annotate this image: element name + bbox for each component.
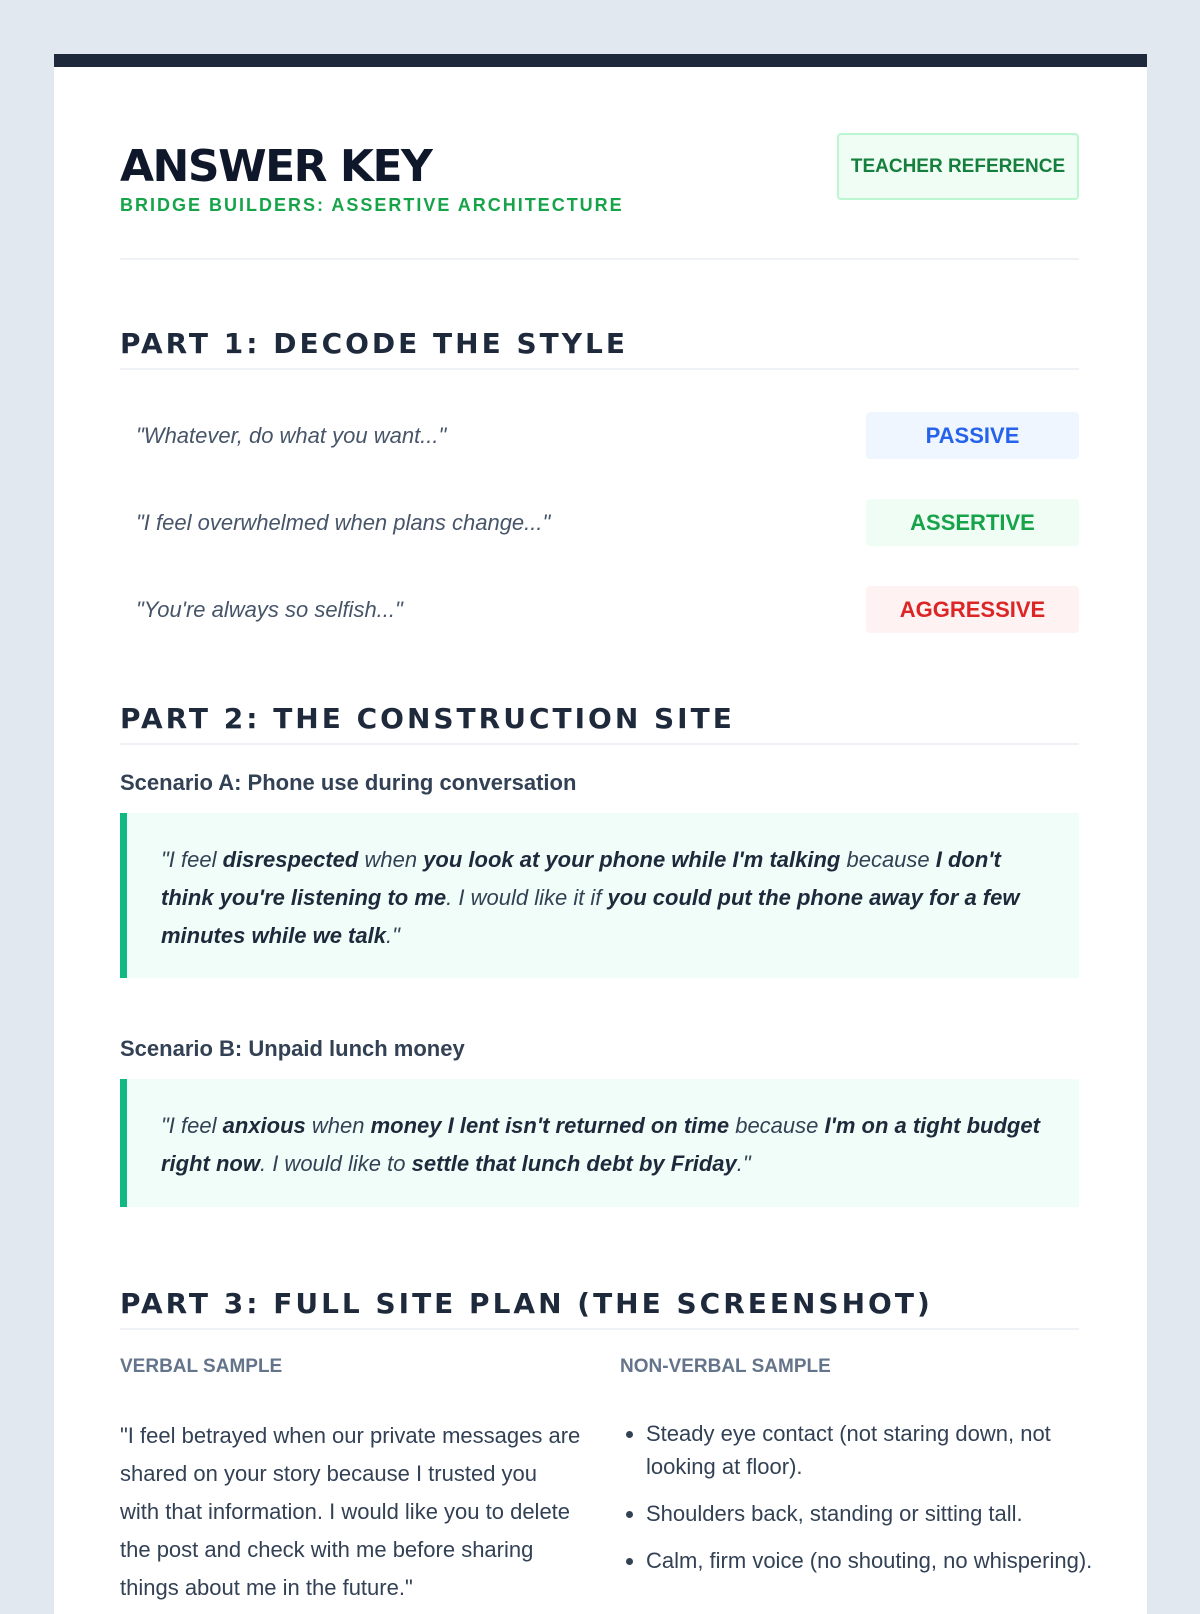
- script-close: .": [385, 923, 400, 948]
- scenario-a-title: Scenario A: Phone use during conversation: [120, 770, 577, 795]
- script-request-lead: . I would like it if: [446, 885, 608, 910]
- script-reason: I'm on a tight budget right now: [161, 1113, 1040, 1176]
- list-item: • Steady eye contact (not staring down, not looking at floor).: [646, 1417, 1106, 1483]
- style-quote: "I feel overwhelmed when plans change...": [136, 510, 551, 535]
- script-because: because: [729, 1113, 825, 1138]
- part1-heading: PART 1: DECODE THE STYLE: [120, 329, 1079, 370]
- script-request-lead: . I would like to: [259, 1151, 412, 1176]
- script-behavior: money I lent isn't returned on time: [370, 1113, 730, 1138]
- style-badge-assertive: ASSERTIVE: [866, 499, 1079, 546]
- answer-key-sheet: [54, 54, 1147, 1614]
- style-item: [120, 412, 1079, 459]
- style-quote: "You're always so selfish...": [136, 597, 403, 622]
- scenario-a-script: [120, 813, 1079, 978]
- scenario-b-script: [120, 1079, 1079, 1207]
- page-title: ANSWER KEY: [120, 141, 432, 192]
- style-item: [120, 499, 1079, 546]
- verbal-sample-text: "I feel betrayed when our private messages are shared on your story because I trusted you with that information. I would like you to delete the post and check with me before sharing things about me in the future.": [120, 1423, 581, 1600]
- style-badge-passive: PASSIVE: [866, 412, 1079, 459]
- script-because: because: [840, 847, 936, 872]
- part2-heading: PART 2: THE CONSTRUCTION SITE: [120, 704, 1079, 745]
- list-item: • Calm, firm voice (no shouting, no whispering).: [646, 1544, 1106, 1577]
- header: [120, 133, 1079, 260]
- script-when: when: [305, 1113, 371, 1138]
- nonverbal-sample-label: NON-VERBAL SAMPLE: [620, 1356, 831, 1377]
- script-feeling: disrespected: [222, 847, 359, 872]
- script-open: "I feel: [161, 847, 223, 872]
- script-when: when: [358, 847, 424, 872]
- list-item: • Shoulders back, standing or sitting tall.: [646, 1497, 1106, 1530]
- script-request: settle that lunch debt by Friday: [411, 1151, 737, 1176]
- teacher-reference-badge: TEACHER REFERENCE: [837, 133, 1079, 200]
- scenario-b-title: Scenario B: Unpaid lunch money: [120, 1036, 465, 1061]
- style-badge-aggressive: AGGRESSIVE: [866, 586, 1079, 633]
- style-quote: "Whatever, do what you want...": [136, 423, 447, 448]
- page-subtitle: BRIDGE BUILDERS: ASSERTIVE ARCHITECTURE: [120, 195, 624, 215]
- script-reason: I don't think you're listening to me: [161, 847, 1001, 910]
- script-feeling: anxious: [222, 1113, 306, 1138]
- script-open: "I feel: [161, 1113, 223, 1138]
- verbal-sample-label: VERBAL SAMPLE: [120, 1356, 283, 1377]
- script-request: you could put the phone away for a few minutes while we talk: [161, 885, 1020, 948]
- style-item: [120, 586, 1079, 633]
- script-close: .": [736, 1151, 751, 1176]
- part3-heading: PART 3: FULL SITE PLAN (THE SCREENSHOT): [120, 1289, 1079, 1330]
- script-behavior: you look at your phone while I'm talking: [423, 847, 841, 872]
- nonverbal-sample-list: [620, 1417, 1106, 1591]
